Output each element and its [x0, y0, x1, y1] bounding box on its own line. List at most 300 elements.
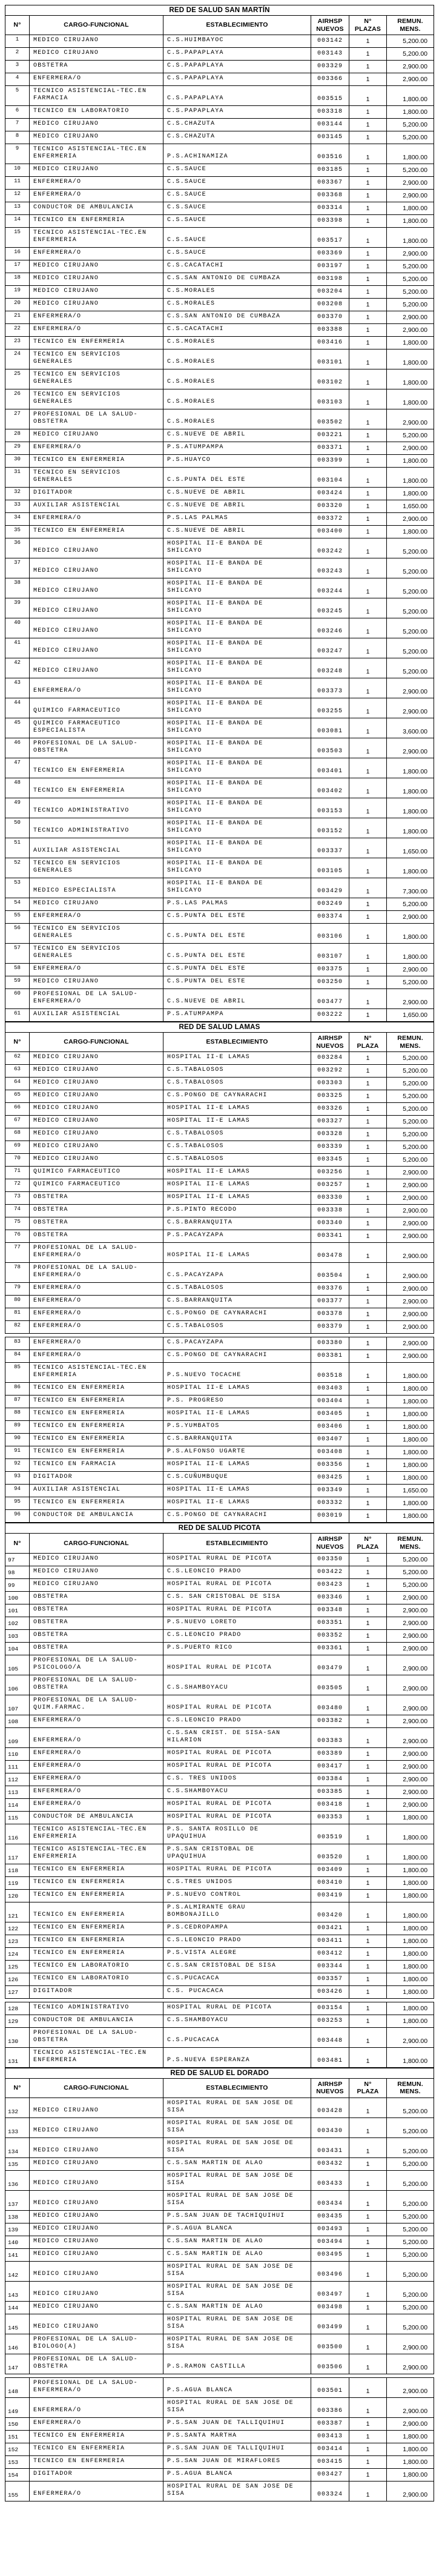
- column-header-airhsp: AIRHSP NUEVOS: [311, 1033, 349, 1052]
- section-title: RED DE SALUD LAMAS: [5, 1022, 434, 1033]
- cell-plazas: 1: [349, 738, 387, 758]
- table-row: [5, 658, 434, 678]
- cell-airhsp: 003245: [311, 598, 349, 618]
- section-title-row: [5, 1022, 434, 1033]
- cell-num: 76: [5, 1230, 30, 1243]
- cell-establecimiento: C.S.PUCACACA: [163, 2027, 311, 2047]
- cell-num: 73: [5, 1192, 30, 1205]
- cell-airhsp: 003373: [311, 678, 349, 698]
- cell-remun: 2,900.00: [387, 1308, 434, 1321]
- cell-plazas: 1: [349, 778, 387, 798]
- cell-airhsp: 003378: [311, 1308, 349, 1321]
- cell-airhsp: 003411: [311, 1935, 349, 1947]
- cell-airhsp: 003370: [311, 311, 349, 324]
- table-row: [5, 1798, 434, 1811]
- cell-establecimiento: C.S.TABALOSOS: [163, 1283, 311, 1296]
- cell-cargo: MEDICO CIRUJANO: [30, 638, 163, 658]
- cell-num: 99: [5, 1578, 30, 1591]
- cell-airhsp: 003248: [311, 658, 349, 678]
- cell-remun: 1,800.00: [387, 1985, 434, 1998]
- cell-establecimiento: HOSPITAL RURAL DE PICOTA: [163, 1864, 311, 1876]
- cell-establecimiento: P.S.VISTA ALEGRE: [163, 1947, 311, 1960]
- cell-plazas: 1: [349, 2015, 387, 2027]
- cell-plazas: 1: [349, 1935, 387, 1947]
- cell-cargo: ENFERMERA/O: [30, 2417, 163, 2430]
- cell-cargo: ENFERMERA/O: [30, 1350, 163, 1363]
- cell-airhsp: 003338: [311, 1205, 349, 1217]
- cell-remun: 1,800.00: [387, 1408, 434, 1421]
- cell-establecimiento: P.S. PROGRESO: [163, 1396, 311, 1408]
- column-header-cargo: CARGO-FUNCIONAL: [30, 2078, 163, 2098]
- cell-remun: 1,800.00: [387, 455, 434, 468]
- cell-remun: 1,800.00: [387, 1960, 434, 1973]
- cell-remun: 5,200.00: [387, 2223, 434, 2236]
- cell-cargo: OBSTETRA: [30, 1230, 163, 1243]
- cell-num: 114: [5, 1798, 30, 1811]
- cell-establecimiento: HOSPITAL RURAL DE SAN JOSE DE SISA: [163, 2190, 311, 2210]
- cell-cargo: MEDICO CIRUJANO: [30, 1154, 163, 1167]
- cell-airhsp: 003387: [311, 2417, 349, 2430]
- cell-cargo: TECNICO EN LABORATORIO: [30, 1973, 163, 1985]
- cell-airhsp: 003401: [311, 758, 349, 778]
- cell-airhsp: 003366: [311, 73, 349, 86]
- cell-remun: 1,800.00: [387, 1947, 434, 1960]
- cell-plazas: 1: [349, 1230, 387, 1243]
- cell-num: 117: [5, 1844, 30, 1864]
- cell-airhsp: 003403: [311, 1383, 349, 1396]
- cell-airhsp: 003478: [311, 1243, 349, 1263]
- table-row: [5, 924, 434, 944]
- cell-remun: 2,900.00: [387, 1243, 434, 1263]
- cell-plazas: 1: [349, 2314, 387, 2334]
- cell-num: 154: [5, 2468, 30, 2481]
- cell-establecimiento: HOSPITAL II-E BANDA DE SHILCAYO: [163, 778, 311, 798]
- cell-establecimiento: HOSPITAL RURAL DE SAN JOSE DE SISA: [163, 2481, 311, 2501]
- cell-plazas: 1: [349, 1009, 387, 1022]
- cell-airhsp: 003284: [311, 1052, 349, 1065]
- cell-remun: 5,200.00: [387, 578, 434, 598]
- cell-plazas: 1: [349, 2137, 387, 2157]
- cell-num: 81: [5, 1308, 30, 1321]
- cell-establecimiento: P.S.SAN JUAN DE TALLIQUIHUI: [163, 2443, 311, 2455]
- cell-plazas: 1: [349, 1844, 387, 1864]
- table-row: [5, 1446, 434, 1459]
- cell-remun: 5,200.00: [387, 429, 434, 442]
- cell-num: 137: [5, 2190, 30, 2210]
- cell-cargo: AUXILIAR ASISTENCIAL: [30, 1009, 163, 1022]
- cell-cargo: PROFESIONAL DE LA SALUD-ENFERMERA/O: [30, 989, 163, 1009]
- cell-establecimiento: C.S.SAUCE: [163, 177, 311, 190]
- table-row: [5, 838, 434, 858]
- table-row: [5, 1434, 434, 1446]
- cell-plazas: 1: [349, 758, 387, 778]
- cell-num: 140: [5, 2236, 30, 2248]
- cell-establecimiento: HOSPITAL RURAL DE SAN JOSE DE SISA: [163, 2137, 311, 2157]
- cell-plazas: 1: [349, 1154, 387, 1167]
- table-row: [5, 898, 434, 911]
- cell-airhsp: 003253: [311, 2015, 349, 2027]
- cell-num: 47: [5, 758, 30, 778]
- table-row: [5, 1604, 434, 1617]
- cell-cargo: DIGITADOR: [30, 1472, 163, 1485]
- cell-plazas: 1: [349, 1864, 387, 1876]
- cell-plazas: 1: [349, 273, 387, 286]
- cell-establecimiento: HOSPITAL RURAL DE PICOTA: [163, 1811, 311, 1824]
- table-row: [5, 86, 434, 106]
- cell-num: 42: [5, 658, 30, 678]
- table-row: [5, 578, 434, 598]
- cell-cargo: TECNICO EN ENFERMERIA: [30, 1408, 163, 1421]
- cell-establecimiento: C.S.PONGO DE CAYNARACHI: [163, 1350, 311, 1363]
- cell-remun: 1,800.00: [387, 349, 434, 369]
- cell-num: 130: [5, 2027, 30, 2047]
- column-header-remun: REMUN. MENS.: [387, 16, 434, 35]
- cell-remun: 5,200.00: [387, 1116, 434, 1128]
- table-row: [5, 144, 434, 164]
- cell-remun: 1,800.00: [387, 818, 434, 838]
- cell-airhsp: 003434: [311, 2190, 349, 2210]
- cell-cargo: OBSTETRA: [30, 61, 163, 73]
- cell-establecimiento: P.S.NUEVO CONTROL: [163, 1889, 311, 1902]
- cell-remun: 2,900.00: [387, 1655, 434, 1675]
- cell-airhsp: 003477: [311, 989, 349, 1009]
- column-header-airhsp: AIRHSP NUEVOS: [311, 16, 349, 35]
- cell-cargo: QUIMICO FARMACEUTICO: [30, 1179, 163, 1192]
- cell-cargo: TECNICO ADMINISTRATIVO: [30, 2002, 163, 2015]
- cell-remun: 1,800.00: [387, 1446, 434, 1459]
- cell-num: 83: [5, 1337, 30, 1350]
- cell-num: 150: [5, 2417, 30, 2430]
- cell-plazas: 1: [349, 1243, 387, 1263]
- cell-num: 125: [5, 1960, 30, 1973]
- cell-cargo: PROFESIONAL DE LA SALUD-OBSTETRA: [30, 2027, 163, 2047]
- cell-airhsp: 003429: [311, 878, 349, 898]
- table-row: [5, 1296, 434, 1308]
- cell-cargo: MEDICO CIRUJANO: [30, 35, 163, 48]
- table-row: [5, 2455, 434, 2468]
- cell-airhsp: 003142: [311, 35, 349, 48]
- cell-plazas: 1: [349, 1798, 387, 1811]
- table-row: [5, 248, 434, 260]
- cell-plazas: 1: [349, 2455, 387, 2468]
- cell-remun: 1,800.00: [387, 228, 434, 248]
- cell-establecimiento: C.S.BARRANQUITA: [163, 1296, 311, 1308]
- cell-num: 17: [5, 260, 30, 273]
- cell-remun: 2,900.00: [387, 1786, 434, 1798]
- cell-plazas: 1: [349, 119, 387, 131]
- cell-airhsp: 003242: [311, 538, 349, 558]
- cell-cargo: MEDICO CIRUJANO: [30, 260, 163, 273]
- table-row: [5, 2417, 434, 2430]
- cell-cargo: DIGITADOR: [30, 1985, 163, 1998]
- table-row: [5, 260, 434, 273]
- cell-airhsp: 003318: [311, 106, 349, 119]
- cell-plazas: 1: [349, 1446, 387, 1459]
- cell-plazas: 1: [349, 878, 387, 898]
- cell-establecimiento: C.S.SAUCE: [163, 248, 311, 260]
- cell-remun: 2,900.00: [387, 324, 434, 337]
- cell-remun: 5,200.00: [387, 598, 434, 618]
- cell-airhsp: 003153: [311, 798, 349, 818]
- cell-remun: 2,900.00: [387, 1629, 434, 1642]
- cell-plazas: 1: [349, 324, 387, 337]
- table-row: [5, 1116, 434, 1128]
- table-row: [5, 164, 434, 177]
- table-row: [5, 2098, 434, 2117]
- cell-cargo: CONDUCTOR DE AMBULANCIA: [30, 2015, 163, 2027]
- cell-airhsp: 003250: [311, 976, 349, 989]
- cell-plazas: 1: [349, 1889, 387, 1902]
- table-row: [5, 526, 434, 538]
- table-row: [5, 1243, 434, 1263]
- cell-cargo: MEDICO CIRUJANO: [30, 1553, 163, 1566]
- cell-airhsp: 003152: [311, 818, 349, 838]
- table-row: [5, 2377, 434, 2397]
- column-header-cargo: CARGO-FUNCIONAL: [30, 16, 163, 35]
- cell-remun: 2,900.00: [387, 248, 434, 260]
- cell-num: 80: [5, 1296, 30, 1308]
- cell-airhsp: 003372: [311, 513, 349, 526]
- cell-plazas: 1: [349, 1321, 387, 1334]
- section-title-row: [5, 2068, 434, 2078]
- cell-cargo: TECNICO EN ENFERMERIA: [30, 2430, 163, 2443]
- cell-remun: 1,800.00: [387, 1363, 434, 1383]
- cell-plazas: 1: [349, 1947, 387, 1960]
- cell-establecimiento: HOSPITAL II-E LAMAS: [163, 1116, 311, 1128]
- cell-airhsp: 003247: [311, 638, 349, 658]
- cell-cargo: PROFESIONAL DE LA SALUD-ENFERMERA/O: [30, 1263, 163, 1283]
- cell-num: 118: [5, 1864, 30, 1876]
- cell-plazas: 1: [349, 1485, 387, 1497]
- cell-airhsp: 003414: [311, 2443, 349, 2455]
- cell-airhsp: 003402: [311, 778, 349, 798]
- cell-num: 25: [5, 369, 30, 389]
- table-row: [5, 2015, 434, 2027]
- cell-establecimiento: C.S.PONGO DE CAYNARACHI: [163, 1308, 311, 1321]
- cell-plazas: 1: [349, 228, 387, 248]
- cell-num: 19: [5, 286, 30, 299]
- cell-airhsp: 003501: [311, 2377, 349, 2397]
- table-row: [5, 35, 434, 48]
- cell-airhsp: 003431: [311, 2137, 349, 2157]
- cell-remun: 2,900.00: [387, 1230, 434, 1243]
- cell-remun: 2,900.00: [387, 1760, 434, 1773]
- cell-establecimiento: HOSPITAL II-E BANDA DE SHILCAYO: [163, 678, 311, 698]
- cell-establecimiento: C.S.LEONCIO PRADO: [163, 1629, 311, 1642]
- cell-plazas: 1: [349, 2334, 387, 2354]
- cell-plazas: 1: [349, 698, 387, 718]
- table-row: [5, 1408, 434, 1421]
- cell-cargo: AUXILIAR ASISTENCIAL: [30, 1485, 163, 1497]
- table-row: [5, 1973, 434, 1985]
- cell-establecimiento: HOSPITAL II-E BANDA DE SHILCAYO: [163, 578, 311, 598]
- table-row: [5, 1617, 434, 1629]
- table-row: [5, 1497, 434, 1510]
- cell-remun: 1,650.00: [387, 838, 434, 858]
- table-row: [5, 119, 434, 131]
- cell-plazas: 1: [349, 190, 387, 202]
- cell-remun: 2,900.00: [387, 2027, 434, 2047]
- cell-establecimiento: C.S.SAN CRISTOBAL DE SISA: [163, 1960, 311, 1973]
- table-row: [5, 1350, 434, 1363]
- cell-remun: 5,200.00: [387, 2210, 434, 2223]
- cell-establecimiento: C.S.SAN CRIST. DE SISA-SAN HILARION: [163, 1727, 311, 1747]
- cell-airhsp: 003516: [311, 144, 349, 164]
- cell-cargo: MEDICO CIRUJANO: [30, 618, 163, 638]
- cell-cargo: MEDICO CIRUJANO: [30, 429, 163, 442]
- cell-plazas: 1: [349, 1510, 387, 1523]
- cell-establecimiento: C.S. TRES UNIDOS: [163, 1773, 311, 1786]
- cell-remun: 5,200.00: [387, 35, 434, 48]
- cell-num: 37: [5, 558, 30, 578]
- cell-cargo: TECNICO EN SERVICIOS GENERALES: [30, 944, 163, 964]
- cell-plazas: 1: [349, 2223, 387, 2236]
- cell-remun: 2,900.00: [387, 409, 434, 429]
- table-row: [5, 1167, 434, 1179]
- cell-remun: 5,200.00: [387, 299, 434, 311]
- table-row: [5, 858, 434, 878]
- cell-establecimiento: C.S.CACATACHI: [163, 260, 311, 273]
- cell-cargo: PROFESIONAL DE LA SALUD-PSICOLOGO/A: [30, 1655, 163, 1675]
- table-row: [5, 798, 434, 818]
- cell-establecimiento: HOSPITAL RURAL DE SAN JOSE DE SISA: [163, 2314, 311, 2334]
- table-row: [5, 1090, 434, 1103]
- cell-establecimiento: C.S.MORALES: [163, 299, 311, 311]
- cell-remun: 1,800.00: [387, 144, 434, 164]
- cell-airhsp: 003425: [311, 1472, 349, 1485]
- cell-plazas: 1: [349, 488, 387, 500]
- cell-plazas: 1: [349, 1985, 387, 1998]
- cell-remun: 5,200.00: [387, 2248, 434, 2261]
- table-row: [5, 1217, 434, 1230]
- cell-remun: 5,200.00: [387, 1141, 434, 1154]
- cell-airhsp: 003332: [311, 1497, 349, 1510]
- cell-cargo: TECNICO EN ENFERMERIA: [30, 1902, 163, 1922]
- cell-plazas: 1: [349, 61, 387, 73]
- cell-plazas: 1: [349, 2443, 387, 2455]
- column-header-plazas: N° PLAZA: [349, 1033, 387, 1052]
- cell-airhsp: 003353: [311, 1811, 349, 1824]
- cell-num: 128: [5, 2002, 30, 2015]
- cell-cargo: ENFERMERA/O: [30, 1747, 163, 1760]
- cell-cargo: OBSTETRA: [30, 1642, 163, 1655]
- cell-plazas: 1: [349, 1655, 387, 1675]
- cell-cargo: DIGITADOR: [30, 488, 163, 500]
- cell-establecimiento: HOSPITAL RURAL DE SAN JOSE DE SISA: [163, 2261, 311, 2281]
- cell-airhsp: 003341: [311, 1230, 349, 1243]
- table-row: [5, 500, 434, 513]
- cell-num: 87: [5, 1396, 30, 1408]
- cell-cargo: OBSTETRA: [30, 1629, 163, 1642]
- table-row: [5, 177, 434, 190]
- cell-plazas: 1: [349, 299, 387, 311]
- table-row: [5, 1864, 434, 1876]
- cell-establecimiento: HOSPITAL II-E BANDA DE SHILCAYO: [163, 798, 311, 818]
- cell-plazas: 1: [349, 1128, 387, 1141]
- table-row: [5, 2170, 434, 2190]
- cell-plazas: 1: [349, 1902, 387, 1922]
- cell-plazas: 1: [349, 177, 387, 190]
- cell-num: 58: [5, 964, 30, 976]
- table-row: [5, 1383, 434, 1396]
- cell-plazas: 1: [349, 1296, 387, 1308]
- cell-establecimiento: HOSPITAL RURAL DE SAN JOSE DE SISA: [163, 2170, 311, 2190]
- cell-cargo: MEDICO CIRUJANO: [30, 299, 163, 311]
- cell-establecimiento: C.S.NUEVE DE ABRIL: [163, 989, 311, 1009]
- cell-plazas: 1: [349, 1824, 387, 1844]
- cell-establecimiento: P.S.LAS PALMAS: [163, 898, 311, 911]
- cell-airhsp: 003104: [311, 468, 349, 488]
- cell-cargo: MEDICO CIRUJANO: [30, 2210, 163, 2223]
- cell-establecimiento: C.S.MORALES: [163, 337, 311, 349]
- cell-remun: 5,200.00: [387, 2157, 434, 2170]
- table-row: [5, 1876, 434, 1889]
- table-row: [5, 1263, 434, 1283]
- cell-establecimiento: HOSPITAL II-E BANDA DE SHILCAYO: [163, 858, 311, 878]
- cell-cargo: TECNICO EN FARMACIA: [30, 1459, 163, 1472]
- cell-num: 70: [5, 1154, 30, 1167]
- table-row: [5, 1078, 434, 1090]
- cell-establecimiento: HOSPITAL II-E BANDA DE SHILCAYO: [163, 598, 311, 618]
- cell-remun: 5,200.00: [387, 976, 434, 989]
- cell-airhsp: 003326: [311, 1103, 349, 1116]
- column-header-plazas: N° PLAZA: [349, 1534, 387, 1553]
- cell-remun: 1,800.00: [387, 1811, 434, 1824]
- cell-establecimiento: C.S.SHAMBOYACU: [163, 2015, 311, 2027]
- column-header-num: N°: [5, 2078, 30, 2098]
- cell-num: 94: [5, 1485, 30, 1497]
- cell-remun: 2,900.00: [387, 989, 434, 1009]
- cell-cargo: ENFERMERA/O: [30, 1308, 163, 1321]
- cell-cargo: TECNICO EN ENFERMERIA: [30, 337, 163, 349]
- cell-num: 26: [5, 389, 30, 409]
- table-row: [5, 1715, 434, 1727]
- cell-remun: 5,200.00: [387, 538, 434, 558]
- cell-plazas: 1: [349, 1434, 387, 1446]
- cell-cargo: MEDICO CIRUJANO: [30, 1566, 163, 1578]
- cell-num: 89: [5, 1421, 30, 1434]
- cell-num: 90: [5, 1434, 30, 1446]
- cell-num: 96: [5, 1510, 30, 1523]
- table-row: [5, 73, 434, 86]
- table-row: [5, 1103, 434, 1116]
- cell-plazas: 1: [349, 976, 387, 989]
- cell-cargo: ENFERMERA/O: [30, 1283, 163, 1296]
- cell-cargo: PROFESIONAL DE LA SALUD-OBSTETRA: [30, 738, 163, 758]
- cell-plazas: 1: [349, 215, 387, 228]
- cell-establecimiento: HOSPITAL II-E LAMAS: [163, 1243, 311, 1263]
- cell-plazas: 1: [349, 337, 387, 349]
- table-row: [5, 273, 434, 286]
- cell-cargo: TECNICO EN ENFERMERIA: [30, 1864, 163, 1876]
- cell-airhsp: 003498: [311, 2301, 349, 2314]
- cell-airhsp: 003502: [311, 409, 349, 429]
- cell-cargo: TECNICO EN ENFERMERIA: [30, 1876, 163, 1889]
- cell-airhsp: 003520: [311, 1844, 349, 1864]
- cell-plazas: 1: [349, 2170, 387, 2190]
- cell-airhsp: 003320: [311, 500, 349, 513]
- column-header-cargo: CARGO-FUNCIONAL: [30, 1033, 163, 1052]
- cell-cargo: TECNICO EN ENFERMERIA: [30, 215, 163, 228]
- section-title-row: [5, 5, 434, 16]
- cell-num: 98: [5, 1566, 30, 1578]
- table-row: [5, 718, 434, 738]
- cell-remun: 5,200.00: [387, 286, 434, 299]
- cell-establecimiento: P.S.NUEVO LORETO: [163, 1617, 311, 1629]
- cell-num: 38: [5, 578, 30, 598]
- cell-establecimiento: HOSPITAL RURAL DE SAN JOSE DE SISA: [163, 2117, 311, 2137]
- cell-airhsp: 003413: [311, 2430, 349, 2443]
